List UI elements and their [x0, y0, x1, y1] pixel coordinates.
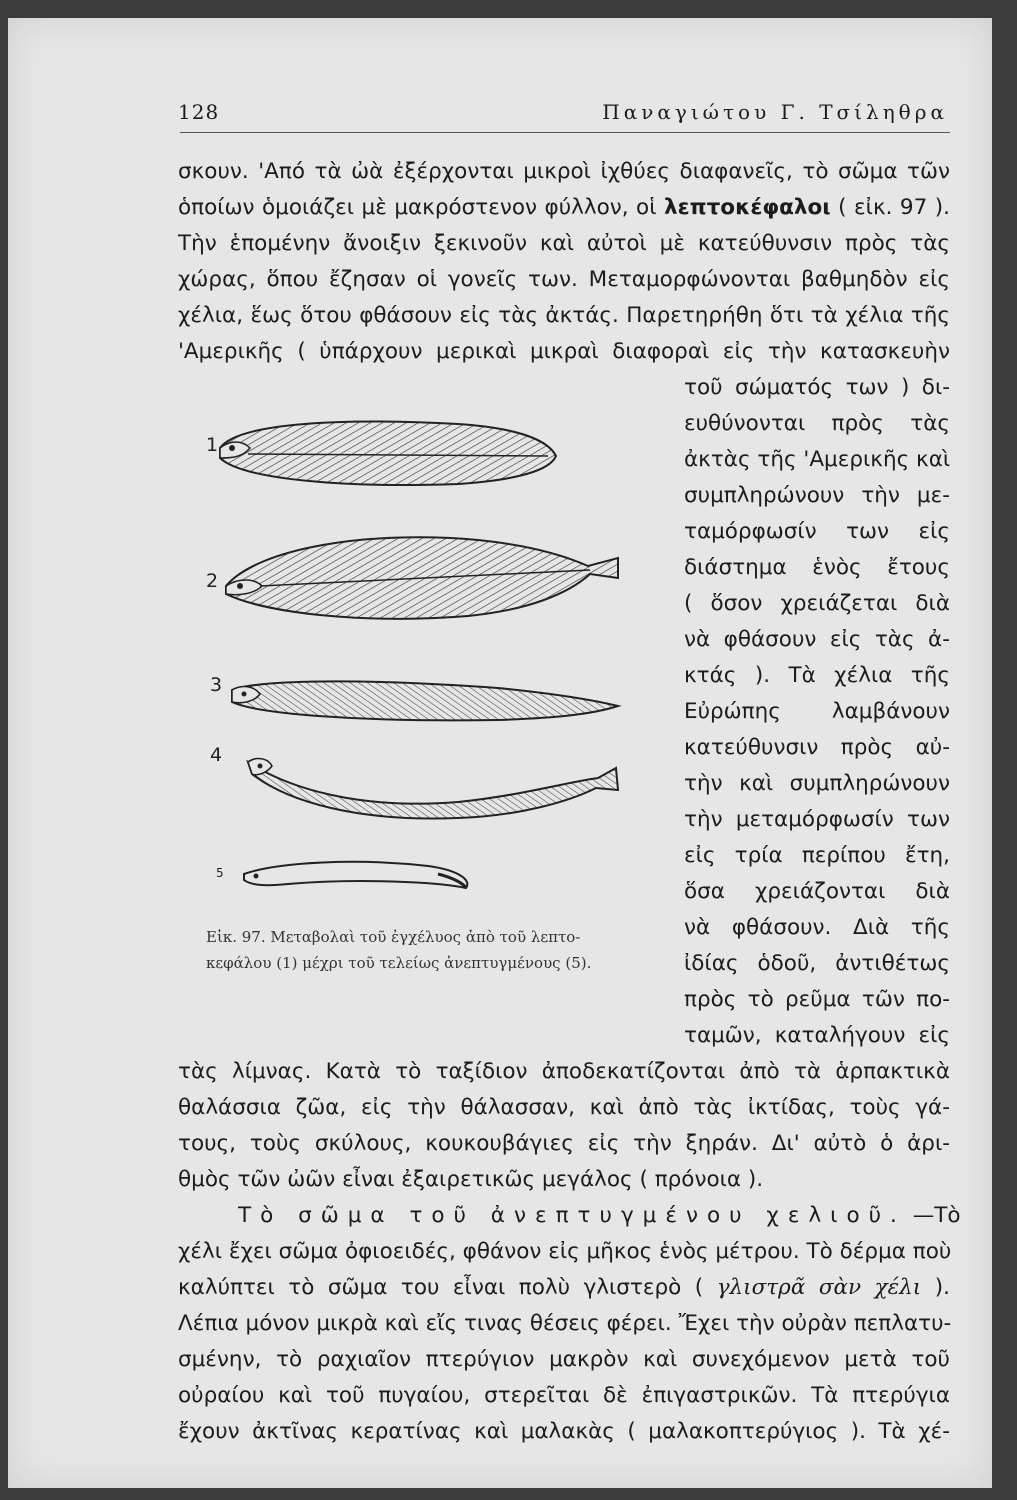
text-line: Τὴν ἑπομένην ἄνοιξιν ξεκινοῦν καὶ αὐτοὶ μὲ κατεύθυνσιν πρὸς τὰς: [178, 231, 950, 256]
text-line: ὅσα χρειάζονται διὰ: [684, 879, 950, 904]
section-heading-line: Τὸ σῶμα τοῦ ἀνεπτυγμένου χελιοῦ. —Τὸ: [238, 1203, 961, 1228]
text-line: ευθύνονται πρὸς τὰς: [684, 411, 950, 436]
text-line: ἰδίας ὁδοῦ, ἀντιθέτως: [684, 951, 950, 976]
page-number: 128: [178, 100, 220, 124]
running-head: Παναγιώτου Γ. Τσίληθρα: [602, 100, 948, 124]
text-line: χέλι ἔχει σῶμα ὀφιοειδές, φθάνον εἰς μῆκος ἑνὸς μέτρου. Τὸ δέρμα ποὺ: [178, 1239, 952, 1264]
text-line: ὁποίων ὁμοιάζει μὲ μακρόστενον φύλλον, οἱ λεπτοκέφαλοι ( εἰκ. 97 ).: [178, 195, 951, 220]
header-rule: [180, 132, 950, 133]
eel-stage-4: [248, 759, 618, 819]
figure-label-2: 2: [206, 570, 219, 592]
page-header: [8, 18, 992, 138]
figure-label-3: 3: [210, 674, 223, 696]
figure-caption: Εἰκ. 97. Μεταβολαὶ τοῦ ἐγχέλυος ἀπὸ τοῦ λεπτο- κεφάλου (1) μέχρι τοῦ τελείως ἀνεπτυγμένους (5).: [206, 928, 592, 972]
text-line: τὰς λίμνας. Κατὰ τὸ ταξίδιον ἀποδεκατίζονται ἀπὸ τὰ ἁρπακτικὰ: [178, 1059, 950, 1084]
italic-phrase: γλιστρᾶ σὰν χέλι: [716, 1275, 922, 1300]
book-page: [8, 18, 992, 1488]
text-line: θαλάσσια ζῶα, εἰς τὴν θάλασσαν, καὶ ἀπὸ τὰς ἰκτίδας, τοὺς γά-: [178, 1095, 950, 1120]
text-line: Εὐρώπης λαμβάνουν: [684, 699, 950, 724]
text-line: τοῦ σώματός των ) δι-: [684, 375, 950, 400]
eel-stage-3: [232, 681, 618, 720]
text-line: τὴν μεταμόρφωσίν των: [684, 807, 950, 832]
text-line: χέλια, ἕως ὅτου φθάσουν εἰς τὰς ἀκτάς. Παρετηρήθη ὅτι τὰ χέλια τῆς: [178, 303, 950, 328]
text-line: νὰ φθάσουν εἰς τὰς ἀ-: [684, 627, 950, 652]
text-line: 'Αμερικῆς ( ὑπάρχουν μερικαὶ μικραὶ διαφοραὶ εἰς τὴν κατασκευὴν: [178, 339, 950, 364]
text-line: νὰ φθάσουν. Διὰ τῆς: [684, 915, 950, 940]
text-line: ταμῶν, καταλήγουν εἰς: [684, 1023, 950, 1048]
bold-term: λεπτοκέφαλοι: [664, 195, 831, 220]
text-line: πρὸς τὸ ρεῦμα τῶν πο-: [684, 987, 950, 1012]
text-line: συμπληρώνουν τὴν με-: [684, 483, 950, 508]
eel-stage-5: [244, 862, 467, 888]
figure-label-1: 1: [206, 434, 219, 456]
text-line: ἀκτὰς τῆς 'Αμερικῆς καὶ: [684, 447, 951, 472]
text-line: τὴν καὶ συμπληρώνουν: [684, 771, 950, 796]
text-line: εἰς τρία περίπου ἔτη,: [684, 843, 950, 868]
figure-label-5: 5: [216, 866, 224, 880]
text-line: κατεύθυνσιν πρὸς αὐ-: [684, 735, 950, 760]
spaced-heading: Τὸ σῶμα τοῦ ἀνεπτυγμένου χελιοῦ.: [238, 1203, 906, 1228]
text-line: κτάς ). Τὰ χέλια τῆς: [684, 663, 950, 688]
text-line: σκουν. 'Από τὰ ὠὰ ἐξέρχονται μικροὶ ἰχθύες διαφανεῖς, τὸ σῶμα τῶν: [178, 159, 950, 184]
text-line: Λέπια μόνον μικρὰ καὶ εἴς τινας θέσεις φέρει. Ἔχει τὴν οὐρὰν πεπλατυ-: [178, 1311, 952, 1336]
text-line: ( ὅσον χρειάζεται διὰ: [684, 591, 950, 616]
text-line: οὐραίου καὶ τοῦ πυγαίου, στερεῖται δὲ ἐπιγαστρικῶν. Τὰ πτερύγια: [178, 1383, 950, 1408]
eel-stage-2: [226, 537, 618, 618]
text-line: ταμόρφωσίν των εἰς: [684, 519, 950, 544]
eel-illustration: [198, 418, 658, 908]
text-line: διάστημα ἑνὸς ἔτους: [684, 555, 950, 580]
eel-stage-1: [220, 422, 556, 485]
text-line: χώρας, ὅπου ἔζησαν οἱ γονεῖς των. Μεταμορφώνονται βαθμηδὸν εἰς: [178, 267, 950, 292]
text-line: ἔχουν ἀκτῖνας κερατίνας καὶ μαλακὰς ( μαλακοπτερύγιος ). Τὰ χέ-: [178, 1419, 950, 1444]
text-line: σμένην, τὸ ραχιαῖον πτερύγιον μακρὸν καὶ συνεχόμενον μετὰ τοῦ: [178, 1347, 950, 1372]
text-line: τους, τοὺς σκύλους, κουκουβάγιες εἰς τὴν ξηράν. Δι' αὐτὸ ὁ ἀρι-: [178, 1131, 950, 1156]
figure-label-4: 4: [210, 744, 223, 766]
text-line: καλύπτει τὸ σῶμα του εἶναι πολὺ γλιστερὸ ( γλιστρᾶ σὰν χέλι ).: [178, 1275, 950, 1300]
eel-development-figure: [198, 418, 658, 908]
text-line: θμὸς τῶν ὠῶν εἶναι ἐξαιρετικῶς μεγάλος ( πρόνοια ).: [178, 1167, 764, 1192]
